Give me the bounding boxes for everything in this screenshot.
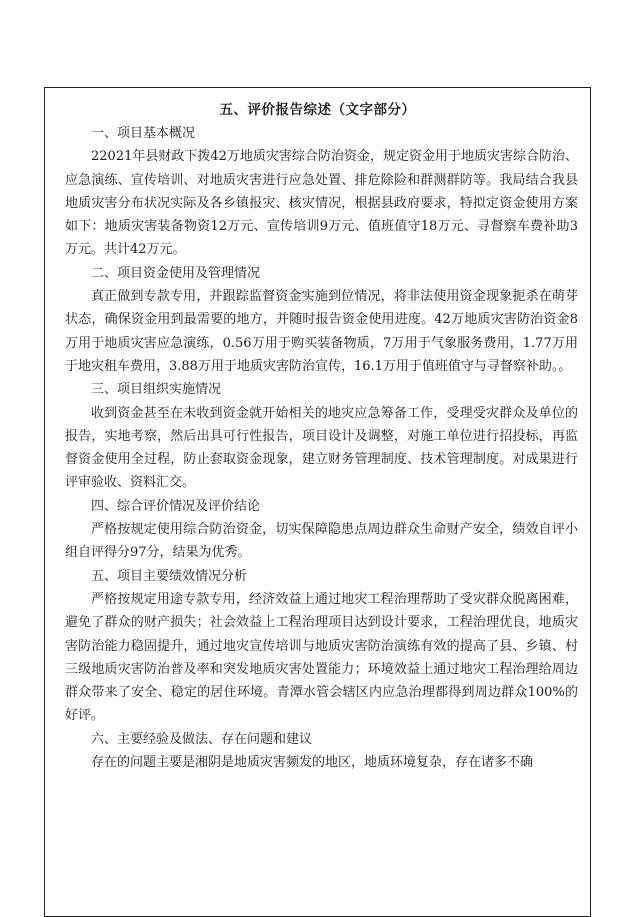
section-body-4: 严格按规定使用综合防治资金，切实保障隐患点周边群众生命财产安全，绩效自评小组自评得分97分，结果为优秀。 <box>65 522 578 561</box>
section-body-2: 真正做到专款专用，并跟踪监督资金实施到位情况，将非法使用资金现象扼杀在萌芽状态，确保资金用到最需要的地方，并随时报告资金使用进度。42万地质灾害防治资金8万用于地质灾害应急演练，0.56万用于购买装备物质，7万用于气象服务费用，1.77万用于地灾租车费用，3.88万用于地质灾害防治宣传，16.1万用于值班值守与寻督察补助。。 <box>65 289 578 374</box>
section-body-5: 严格按规定用途专款专用，经济效益上通过地灾工程治理帮助了受灾群众脱离困难，避免了群众的财产损失；社会效益上工程治理项目达到设计要求，工程治理优良，地质灾害防治能力稳固提升，通过地灾宣传培训与地质灾害防治演练有效的提高了县、乡镇、村三级地质灾害防治普及率和突发地质灾害处置能力；环境效益上通过地灾工程治理给周边群众带来了安全、稳定的居住环境。青潭水管会辖区内应急治理都得到周边群众100%的好评。 <box>65 591 578 724</box>
section-heading-3: 三、项目组织实施情况 <box>91 382 222 398</box>
section-heading-5: 五、项目主要绩效情况分析 <box>91 568 248 584</box>
section-heading-6: 六、主要经验及做法、存在问题和建议 <box>91 731 313 747</box>
section-heading-1: 一、项目基本概况 <box>91 126 196 141</box>
report-content <box>65 122 578 774</box>
section-body-1: 22021年县财政下拨42万地质灾害综合防治资金，规定资金用于地质灾害综合防治、应急演练、宣传培训、对地质灾害进行应急处置、排危除险和群测群防等。我局结合我县地质灾害分布状况实际及各乡镇报灾、核灾情况，根据县政府要求，特拟定资金使用方案如下：地质灾害装备物资12万元、宣传培训9万元、值班值守18万元、寻督察车费补助3万元。共计42万元。 <box>65 149 578 258</box>
report-title: 五、评价报告综述（文字部分） <box>219 102 416 118</box>
section-body-6: 存在的问题主要是湘阴是地质灾害频发的地区，地质环境复杂，存在诸多不确 <box>91 755 534 771</box>
section-heading-4: 四、综合评价情况及评价结论 <box>91 498 261 514</box>
section-heading-2: 二、项目资金使用及管理情况 <box>91 265 261 281</box>
section-body-3: 收到资金甚至在未收到资金就开始相关的地灾应急筹备工作，受理受灾群众及单位的报告，实地考察，然后出具可行性报告，项目设计及调整，对施工单位进行招投标，再监督资金使用全过程，防止套取资金现象，建立财务管理制度、技术管理制度。对成果进行评审验收、资料汇交。 <box>65 405 578 491</box>
report-frame <box>44 87 591 917</box>
